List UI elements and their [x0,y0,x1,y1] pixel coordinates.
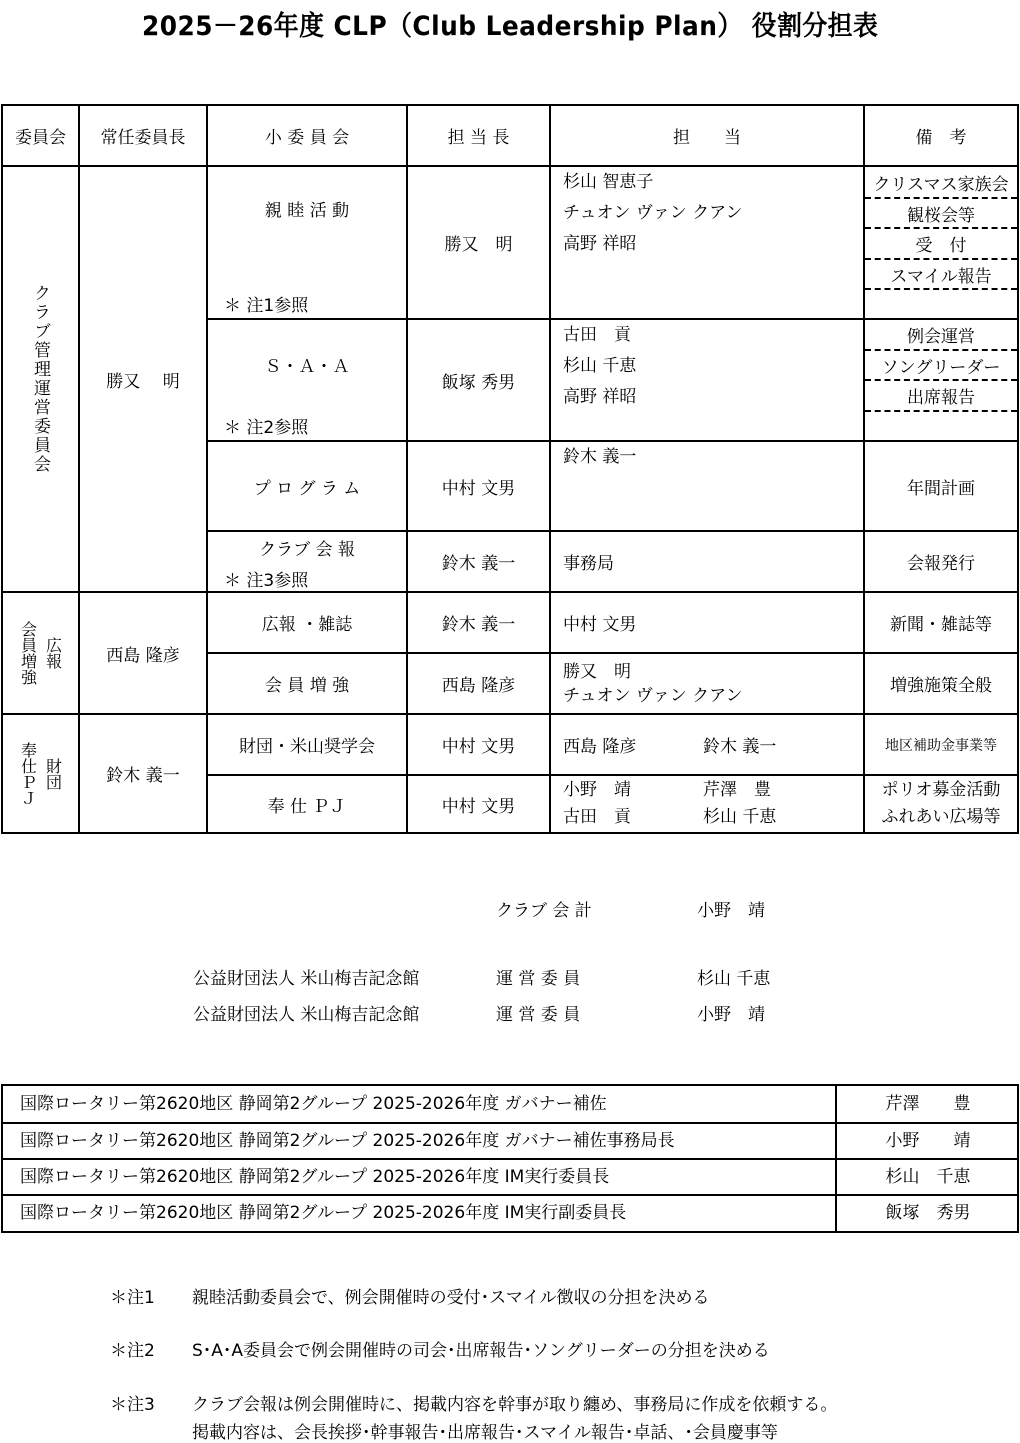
district-role-row [3,1195,1017,1232]
members-cell [551,654,863,713]
footnote-text: S･A･A委員会で例会開催時の司会･出席報告･ソングリーダーの分担を決める [192,1341,770,1361]
committee-label: 会員増強 [18,621,38,685]
committee-foundation-service [3,715,78,832]
role-desc: 国際ロータリー第2620地区 静岡第2グループ 2025-2026年度 ガバナー補佐事務局長 [20,1131,675,1151]
yoneyama-org: 公益財団法人 米山梅吉記念館 [193,1005,420,1025]
note-ref: ＊ 注1参照 [224,296,309,316]
members-cell [551,442,863,530]
role-desc: 国際ロータリー第2620地区 静岡第2グループ 2025-2026年度 IM実行副委員長 [20,1203,627,1223]
remark: 観桜会等 [907,205,975,226]
remark: 増強施策全般 [890,676,992,696]
yoneyama-org: 公益財団法人 米山梅吉記念館 [193,969,420,989]
member: 古田 貢 [563,807,631,827]
district-role-row [3,1159,1017,1196]
members-cell [551,715,863,774]
header-remarks: 備 考 [915,128,967,148]
leader-cell: 勝又 明 [444,235,513,255]
remark: 地区補助金事業等 [885,737,997,754]
subcommittee-name: 奉 仕 ＰＪ [267,796,347,817]
members-cell [551,167,863,318]
remark: スマイル報告 [890,266,992,287]
note-ref: ＊ 注2参照 [224,418,309,438]
header-committee: 委員会 [15,128,66,148]
header-members: 担 当 [673,128,741,148]
subcommittee-name: クラブ 会 報 [259,539,355,560]
committee-label: 財団 [43,757,63,790]
leader-cell: 中村 文男 [441,796,516,817]
remark: 新聞・雑誌等 [890,615,992,635]
footnote-label: ＊注2 [110,1341,155,1361]
district-role-row [3,1123,1017,1160]
member: 高野 祥昭 [563,387,637,407]
subcommittee-name: 財団・米山奨学会 [239,737,375,757]
footnote-text: 親睦活動委員会で、例会開催時の受付･スマイル徴収の分担を決める [192,1288,710,1308]
dashed-divider [865,288,1017,290]
footnote-text: 掲載内容は、会長挨拶･幹事報告･出席報告･スマイル報告･卓話、･会員慶事等 [192,1423,778,1443]
role-name: 杉山 千恵 [885,1167,971,1187]
note-ref: ＊ 注3参照 [224,571,309,591]
page-title: 2025－26年度 CLP（Club Leadership Plan） 役割分担表 [141,11,879,42]
member: 西島 隆彦 [563,737,637,757]
role-desc: 国際ロータリー第2620地区 静岡第2グループ 2025-2026年度 IM実行委員長 [20,1167,610,1187]
remark: 出席報告 [907,388,975,408]
members-cell [551,776,863,832]
header-subcommittee: 小 委 員 会 [264,128,350,148]
member: 芹澤 豊 [703,780,771,800]
member: チュオン ヴァン クアン [563,203,743,223]
role-name: 小野 靖 [885,1131,971,1151]
yoneyama-name: 杉山 千恵 [697,969,771,989]
committee-label: 広報 [43,637,63,669]
members-cell [551,320,863,440]
member: 勝又 明 [563,661,631,682]
yoneyama-role: 運 営 委 員 [496,969,581,989]
remark-line: ふれあい広場等 [881,807,1001,827]
footnote-label: ＊注3 [110,1395,155,1415]
member: 小野 靖 [563,780,631,800]
club-treasurer-role: クラブ 会 計 [496,901,592,921]
leader-cell: 鈴木 義一 [441,615,516,635]
dashed-divider [865,410,1017,412]
member: 古田 貢 [563,325,631,345]
chair-cell: 勝又 明 [106,371,180,392]
header-chair: 常任委員長 [100,128,186,148]
role-desc: 国際ロータリー第2620地区 静岡第2グループ 2025-2026年度 ガバナー補佐 [20,1094,607,1114]
district-role-row [3,1086,1017,1123]
committee-club-management [3,167,78,591]
subcommittee-name: 親 睦 活 動 [264,201,350,221]
member: 杉山 千恵 [563,356,637,376]
remark-line: ポリオ募金活動 [881,780,1001,800]
role-name: 芹澤 豊 [885,1094,971,1114]
member: 杉山 智恵子 [563,172,654,192]
remark: クリスマス家族会 [873,174,1009,195]
footnote-label: ＊注1 [110,1288,155,1308]
member: チュオン ヴァン クアン [563,685,743,706]
member: 鈴木 義一 [563,447,637,467]
committee-label: 奉仕ＰＪ [18,741,38,806]
member: 高野 祥昭 [563,234,637,254]
club-treasurer-name: 小野 靖 [697,901,765,921]
remark: 会報発行 [907,554,975,574]
role-name: 飯塚 秀男 [885,1203,971,1223]
subcommittee-name: Ｓ・Ａ・Ａ [264,356,350,377]
subcommittee-name: 広報 ・雑誌 [261,615,353,635]
subcommittee-name: 会 員 増 強 [264,676,350,696]
role-table [1,104,1019,834]
leader-cell: 飯塚 秀男 [441,372,516,393]
remark [865,776,1017,832]
members-cell: 中村 文男 [563,615,637,635]
leader-cell: 中村 文男 [441,478,516,499]
yoneyama-name: 小野 靖 [697,1005,765,1025]
member: 杉山 千恵 [703,807,777,827]
committee-pr-membership [3,593,78,713]
subcommittee-name: プ ロ グ ラ ム [253,478,361,499]
chair-cell: 西島 隆彦 [106,645,180,666]
remark: ソングリーダー [881,357,1001,378]
members-cell: 事務局 [563,554,614,574]
committee-label: クラブ管理運営委員会 [30,284,50,474]
leader-cell: 鈴木 義一 [441,554,516,574]
remark: 例会運営 [907,327,975,347]
district-roles-table [1,1084,1019,1233]
yoneyama-role: 運 営 委 員 [496,1005,581,1025]
chair-cell: 鈴木 義一 [106,766,180,786]
leader-cell: 中村 文男 [441,737,516,757]
member: 鈴木 義一 [703,737,777,757]
remark: 年間計画 [907,478,975,499]
leader-cell: 西島 隆彦 [441,676,516,696]
footnote-text: クラブ会報は例会開催時に、掲載内容を幹事が取り纏め、事務局に作成を依頼する。 [192,1395,838,1415]
header-leader: 担 当 長 [447,128,510,148]
remark: 受 付 [915,236,967,256]
